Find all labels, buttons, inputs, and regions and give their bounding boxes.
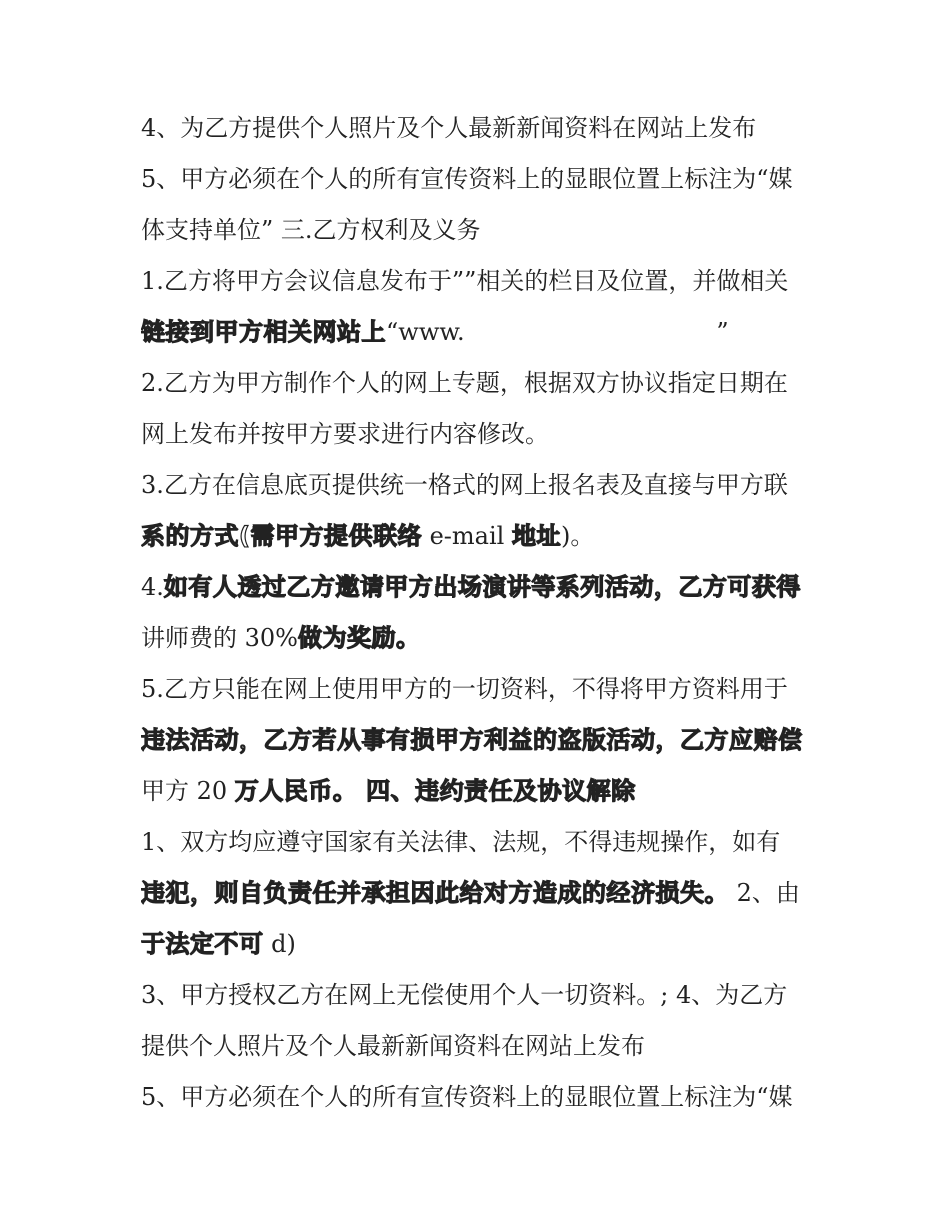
text-run: 1.乙方将甲方会议信息发布于””相关的栏目及位置，并做相关 [141, 267, 789, 295]
text-line [141, 460, 817, 511]
text-run: 4、为乙方提供个人照片及个人最新新闻资料在网站上发布 [141, 114, 757, 142]
text-line [141, 868, 817, 919]
text-run: “www. ” [386, 318, 729, 346]
text-line [141, 103, 817, 154]
text-line [141, 1021, 817, 1072]
text-run: 体支持单位” 三.乙方权利及义务 [141, 216, 481, 244]
text-run: 讲师费的 30% [141, 624, 298, 652]
text-line [141, 613, 817, 664]
text-run: 2、由 [729, 879, 800, 907]
text-line [141, 154, 817, 205]
text-run: 5.乙方只能在网上使用甲方的一切资料，不得将甲方资料用于 [141, 675, 788, 703]
text-line [141, 664, 817, 715]
text-line [141, 919, 817, 970]
text-line [141, 766, 817, 817]
text-run: 1、双方均应遵守国家有关法律、法规，不得违规操作，如有 [141, 828, 781, 856]
outlined-text-run: 链接到甲方相关网站上 [141, 318, 386, 346]
text-line [141, 1072, 817, 1123]
text-run: 甲方 20 [141, 777, 235, 805]
text-run: 网上发布并按甲方要求进行内容修改。 [141, 420, 549, 448]
text-line [141, 256, 817, 307]
text-line [141, 307, 817, 358]
outlined-text-run: 违犯，则自负责任并承担因此给对方造成的经济损失。 [141, 879, 729, 907]
outlined-text-run: 如有人透过乙方邀请甲方出场演讲等系列活动，乙方可获得 [163, 573, 801, 601]
text-run: 3、甲方授权乙方在网上无偿使用个人一切资料。; 4、为乙方 [141, 981, 788, 1009]
text-line [141, 715, 817, 766]
text-run: 5、甲方必须在个人的所有宣传资料上的显眼位置上标注为“媒 [141, 165, 793, 193]
outlined-text-run: 系的方式(需甲方提供联络 [141, 522, 422, 550]
outlined-text-run: 违法活动，乙方若从事有损甲方利益的盗版活动，乙方应赔偿 [141, 726, 803, 754]
text-line [141, 511, 817, 562]
text-line [141, 358, 817, 409]
text-line [141, 817, 817, 868]
text-run: 4. [141, 573, 164, 601]
text-line [141, 970, 817, 1021]
text-line [141, 205, 817, 256]
outlined-text-run: 于法定不可 [141, 930, 264, 958]
text-run: 2.乙方为甲方制作个人的网上专题，根据双方协议指定日期在 [141, 369, 788, 397]
text-run: )。 [560, 522, 595, 550]
document-body [141, 103, 817, 1123]
text-run: d) [263, 930, 296, 958]
text-run: 提供个人照片及个人最新新闻资料在网站上发布 [141, 1032, 645, 1060]
outlined-text-run: 做为奖励。 [297, 624, 421, 652]
outlined-text-run: 地址 [511, 522, 561, 550]
text-run: 5、甲方必须在个人的所有宣传资料上的显眼位置上标注为“媒 [141, 1083, 793, 1111]
text-line [141, 409, 817, 460]
text-run: e-mail [421, 522, 512, 550]
text-run: 3.乙方在信息底页提供统一格式的网上报名表及直接与甲方联 [141, 471, 788, 499]
outlined-text-run: 万人民币。 四、违约责任及协议解除 [234, 777, 636, 805]
text-line [141, 562, 817, 613]
